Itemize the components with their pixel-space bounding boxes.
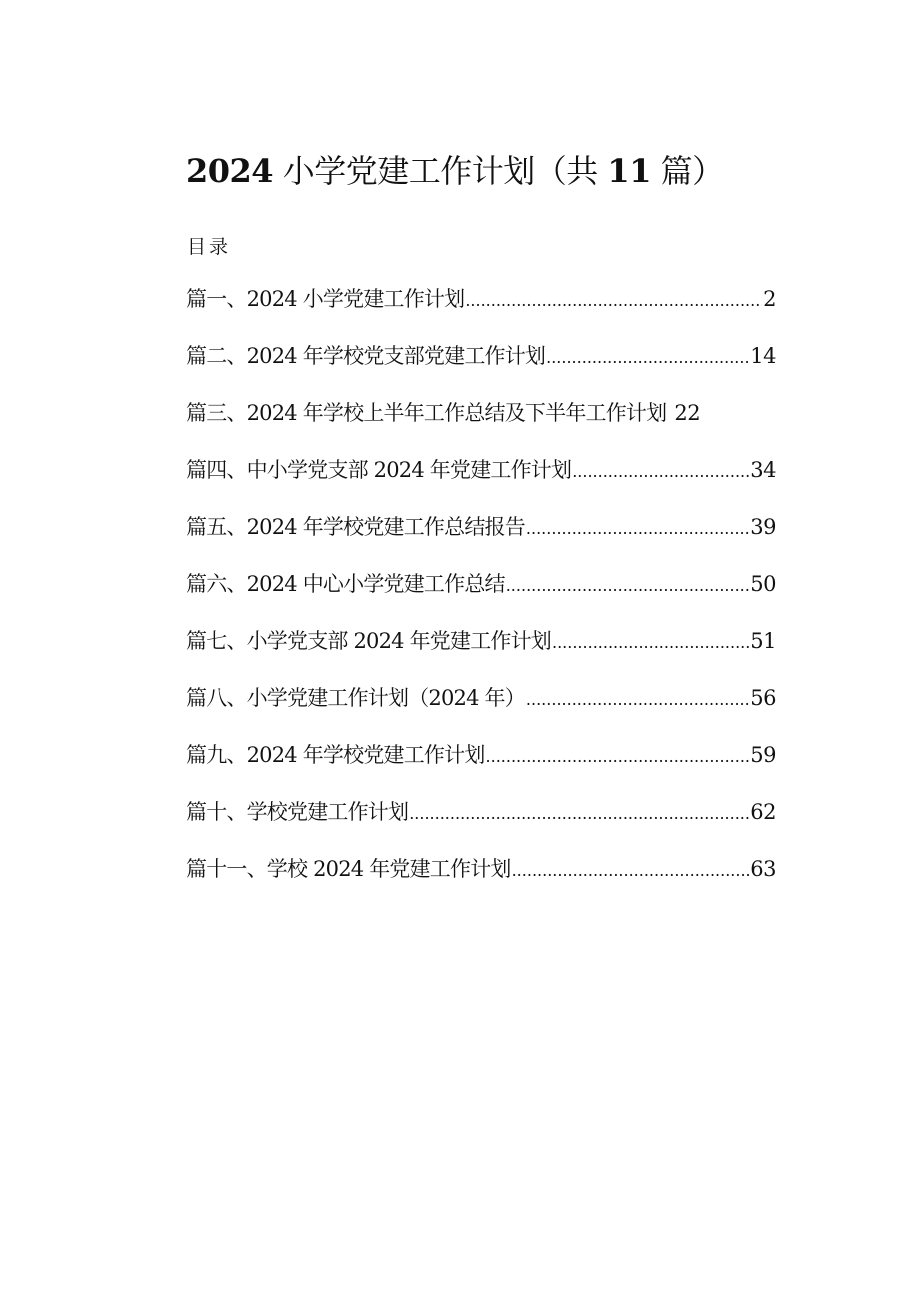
toc-entry-title: 篇十、学校党建工作计划	[186, 800, 409, 824]
toc-entry-page: 34	[750, 458, 776, 482]
toc-entry-page: 2	[763, 287, 776, 311]
toc-leader-dots	[526, 685, 749, 715]
toc-entry-title: 篇九、2024 年学校党建工作计划	[186, 743, 485, 767]
toc-entry[interactable]	[186, 569, 776, 626]
toc-entry-page: 63	[750, 857, 776, 881]
toc-entry-page: 39	[750, 515, 776, 539]
title-main: 小学党建工作计划（共	[282, 152, 598, 190]
title-end: 篇）	[660, 152, 724, 190]
toc-leader-dots	[486, 742, 750, 772]
table-of-contents	[186, 284, 776, 911]
toc-heading: 目录	[187, 236, 232, 258]
toc-leader-dots	[572, 457, 749, 487]
title-count: 11	[607, 152, 651, 190]
toc-leader-dots	[465, 286, 762, 316]
toc-entry[interactable]	[186, 284, 776, 341]
toc-leader-dots	[512, 856, 750, 886]
toc-entry-page: 56	[750, 686, 776, 710]
toc-entry[interactable]	[186, 512, 776, 569]
toc-entry-title: 篇四、中小学党支部 2024 年党建工作计划	[186, 458, 572, 482]
toc-entry-page: 50	[750, 572, 776, 596]
toc-leader-dots	[409, 799, 749, 829]
toc-entry-title: 篇十一、学校 2024 年党建工作计划	[186, 857, 511, 881]
toc-entry[interactable]	[186, 341, 776, 398]
toc-entry-page: 59	[750, 743, 776, 767]
toc-leader-dots	[546, 343, 749, 373]
toc-entry-page: 62	[750, 800, 776, 824]
toc-leader-dots	[552, 628, 749, 658]
toc-entry[interactable]	[186, 854, 776, 911]
title-year: 2024	[186, 152, 274, 190]
toc-entry[interactable]	[186, 398, 776, 455]
toc-entry-page: 22	[674, 401, 701, 425]
document-title	[186, 146, 746, 196]
toc-leader-dots	[526, 514, 749, 544]
toc-entry-title: 篇五、2024 年学校党建工作总结报告	[186, 515, 525, 539]
toc-entry[interactable]	[186, 455, 776, 512]
toc-entry[interactable]	[186, 740, 776, 797]
toc-entry-title: 篇二、2024 年学校党支部党建工作计划	[186, 344, 546, 368]
toc-entry-title: 篇六、2024 中心小学党建工作总结	[186, 572, 505, 596]
toc-leader-dots	[506, 571, 750, 601]
toc-entry-title: 篇三、2024 年学校上半年工作总结及下半年工作计划	[186, 401, 667, 425]
toc-entry-page: 51	[750, 629, 776, 653]
toc-entry-page: 14	[750, 344, 776, 368]
toc-entry[interactable]	[186, 683, 776, 740]
toc-entry-title: 篇八、小学党建工作计划（2024 年）	[186, 686, 525, 710]
toc-entry[interactable]	[186, 626, 776, 683]
toc-entry-title: 篇七、小学党支部 2024 年党建工作计划	[186, 629, 551, 653]
toc-entry[interactable]	[186, 797, 776, 854]
toc-entry-title: 篇一、2024 小学党建工作计划	[186, 287, 465, 311]
